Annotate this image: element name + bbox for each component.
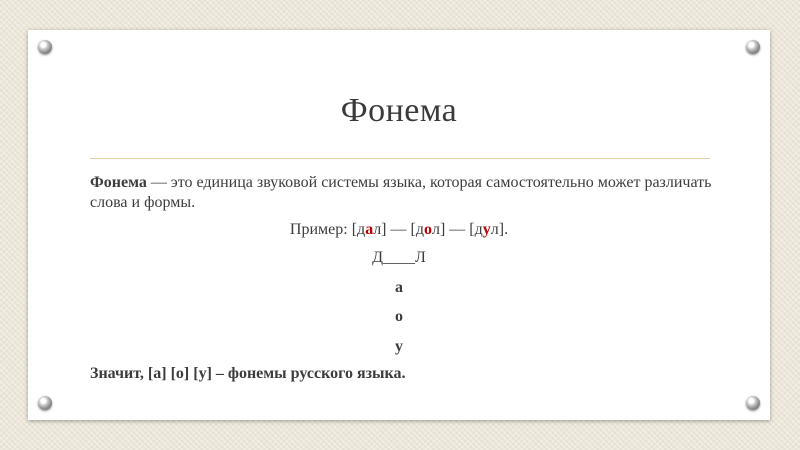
example-mid-2: л] — [д <box>431 221 483 238</box>
vowel-item: у <box>395 338 403 355</box>
slide <box>28 30 770 420</box>
definition-paragraph <box>90 173 720 213</box>
pushpin-icon <box>38 396 52 410</box>
pushpin-icon <box>746 40 760 54</box>
example-vowel-a: а <box>365 221 374 238</box>
vowel-item: а <box>395 279 403 296</box>
example-mid-1: л] — [д <box>373 221 424 238</box>
word-pattern: Д____Л <box>372 249 426 266</box>
example-suffix: л]. <box>490 221 509 238</box>
example-line <box>28 221 770 239</box>
vowel-item: о <box>395 308 403 325</box>
title-divider <box>90 158 710 159</box>
example-vowel-u: у <box>482 221 491 238</box>
pushpin-icon <box>746 396 760 410</box>
example-prefix: Пример: [д <box>289 221 366 238</box>
conclusion-text: Значит, [а] [о] [у] – фонемы русского языка. <box>90 365 406 382</box>
slide-title: Фонема <box>340 92 458 129</box>
pushpin-icon <box>38 40 52 54</box>
example-vowel-o: о <box>423 221 432 238</box>
definition-term: Фонема <box>90 174 147 191</box>
definition-text: — это единица звуковой системы языка, которая самостоятельно может различать слова и формы. <box>90 174 712 211</box>
